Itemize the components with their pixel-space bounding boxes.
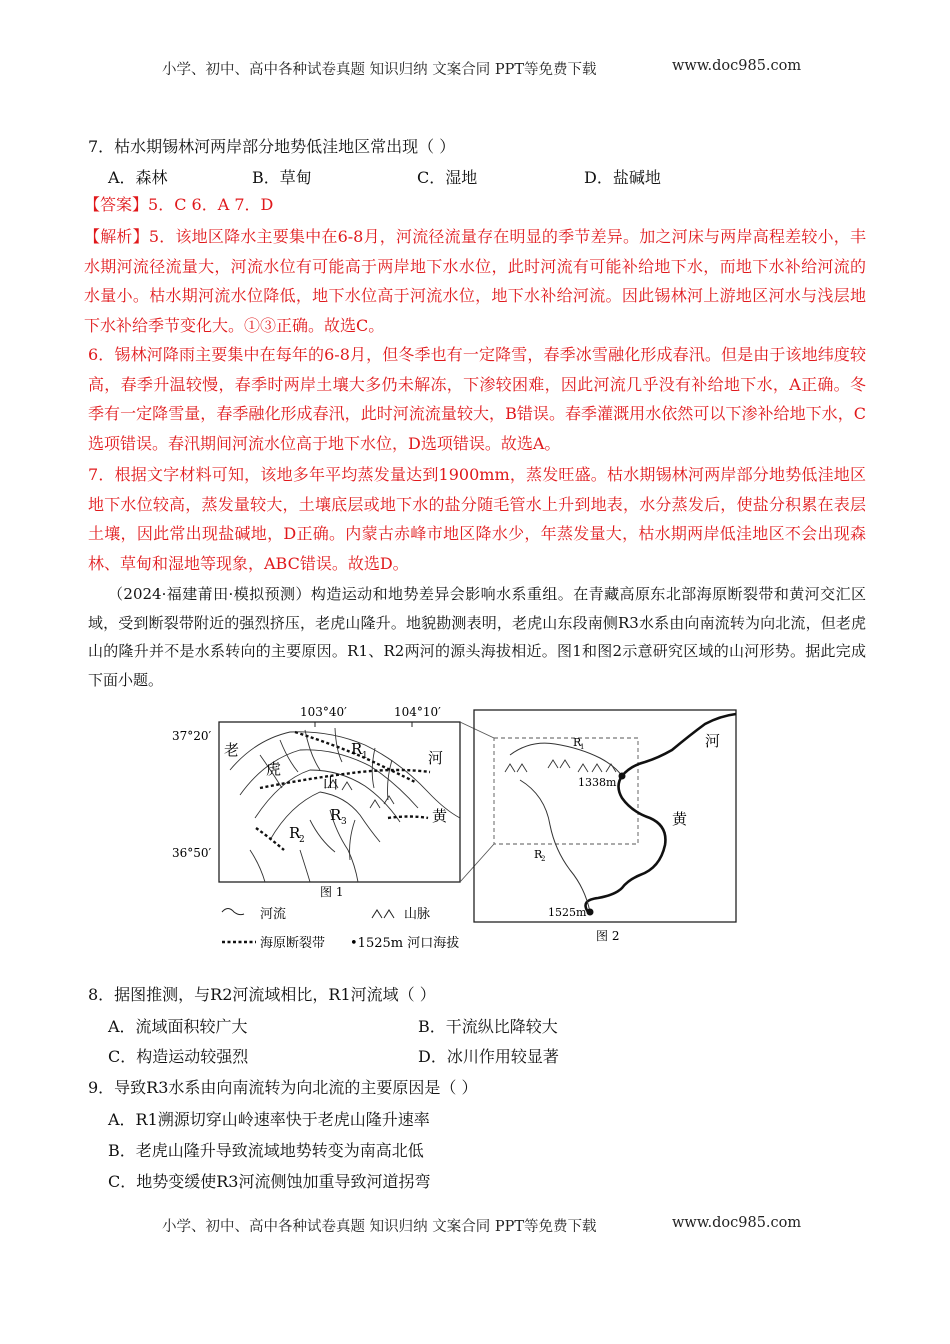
material-paragraph: （2024·福建莆田·模拟预测）构造运动和地势差异会影响水系重组。在青藏高原东北部海原断裂带和黄河交汇区域，受到断裂带附近的强烈挤压，老虎山隆升。地貌勘测表明，老虎山东段南侧R3水系由向南流转为向北流，但老虎山的隆升并不是水系转向的主要原因。R1、R2两河的源头海拔相近。图1和图2示意研究区域的山河形势。据此完成下面小题。 [88, 585, 866, 689]
legend-river-icon [222, 909, 244, 915]
answer-text: 5．C 6．A 7．D [148, 195, 274, 214]
fig1-r3-sub: 3 [341, 817, 347, 827]
q8-option-d: D．冰川作用较显著 [418, 1047, 559, 1066]
fig1-char-huang: 黄 [432, 807, 448, 825]
fig1-lat1: 37°20′ [172, 729, 212, 743]
analysis-p5 [84, 222, 866, 340]
analysis-p7: 7．根据文字材料可知，该地多年平均蒸发量达到1900mm，蒸发旺盛。枯水期锡林河两岸部分地势低洼地区地下水位较高，蒸发量较大，土壤底层或地下水的盐分随毛管水上升到地表，水分蒸发后，使盐分积累在表层土壤，因此常出现盐碱地，D正确。内蒙古赤峰市地区降水少，年蒸发量大，枯水期两岸低洼地区不会出现森林、草甸和湿地等现象，ABC错误。故选D。 [88, 465, 866, 573]
q8-option-a: A．流域面积较广大 [108, 1017, 248, 1036]
q9-option-b: B．老虎山隆升导致流域地势转变为南高北低 [108, 1141, 424, 1160]
q7-option-b: B．草甸 [252, 168, 312, 187]
fig2-elev-1525: 1525m [548, 906, 587, 919]
q8-stem: 8．据图推测，与R2河流域相比，R1河流域（ ） [88, 985, 436, 1004]
q9-option-c: C．地势变缓使R3河流侧蚀加重导致河道拐弯 [108, 1172, 431, 1191]
fig2-point-1338 [619, 773, 626, 780]
fig2-frame [474, 710, 736, 922]
q9-option-a: A．R1溯源切穿山岭速率快于老虎山隆升速率 [108, 1110, 430, 1129]
fig2-mountains [505, 760, 616, 772]
q7-option-a: A．森林 [108, 168, 168, 187]
q8-option-b: B．干流纵比降较大 [418, 1017, 558, 1036]
analysis-p5-text: 5．该地区降水主要集中在6-8月，河流径流量存在明显的季节差异。加之河床与两岸高程差较小，丰水期河流径流量大，河流水位有可能高于两岸地下水水位，此时河流有可能补给地下水，而地下水补给河流的水量小。枯水期河流水位降低，地下水位高于河流水位，地下水补给河流。因此锡林河上游地区河水与浅层地下水补给季节变化大。①③正确。故选C。 [84, 227, 866, 335]
footer-left-text: 小学、初中、高中各种试卷真题 知识归纳 文案合同 PPT等免费下载 [162, 1219, 597, 1235]
fig1-r2-sub: 2 [299, 835, 305, 845]
fig1-lon2: 104°10′ [394, 705, 441, 719]
fig2-r1-sub: 1 [580, 743, 585, 751]
legend-fault: 海原断裂带 [260, 936, 326, 951]
footer-url[interactable]: www.doc985.com [672, 1215, 802, 1231]
analysis-label: 【解析】 [84, 227, 149, 246]
fig1-rivers [230, 728, 460, 882]
q7-stem: 7．枯水期锡林河两岸部分地势低洼地区常出现（ ） [88, 137, 456, 156]
header-url[interactable]: www.doc985.com [672, 58, 802, 74]
fig1-faults [256, 732, 430, 850]
fig1-r1-sub: 1 [362, 751, 368, 761]
fig2-caption: 图 2 [596, 929, 620, 943]
fig1-r2: R [289, 824, 301, 842]
fig2-r1-label: R [573, 736, 582, 749]
legend-mountain: 山脉 [404, 907, 431, 922]
fig2-char-huang: 黄 [672, 810, 688, 828]
fig2-point-1525 [587, 909, 594, 916]
legend-elev: •1525m 河口海拔 [350, 936, 460, 951]
fig2-char-he: 河 [705, 732, 721, 750]
fig1-lon1: 103°40′ [300, 705, 347, 719]
fig1-r3: R [330, 806, 342, 824]
legend-mountain-icon [372, 910, 394, 918]
q8-option-c: C．构造运动较强烈 [108, 1047, 249, 1066]
fig2-r2-sub: 2 [541, 855, 546, 863]
fig1-char-shan: 山 [323, 774, 339, 792]
fig1-char-hu: 虎 [266, 760, 282, 778]
fig1-r1: R [351, 740, 363, 758]
fig2-elev-1338: 1338m [578, 776, 617, 789]
q7-option-c: C．湿地 [417, 168, 478, 187]
fig1-char-he: 河 [428, 749, 444, 767]
zoom-line-top [460, 722, 494, 738]
fig1-char-lao: 老 [224, 741, 240, 759]
q9-stem: 9．导致R3水系由向南流转为向北流的主要原因是（ ） [88, 1078, 478, 1097]
answer-label: 【答案】 [84, 195, 149, 214]
fig1-caption: 图 1 [320, 885, 344, 899]
answer-line [84, 190, 273, 220]
legend-river: 河流 [260, 907, 287, 922]
analysis-p6: 6．锡林河降雨主要集中在每年的6-8月，但冬季也有一定降雪，春季冰雪融化形成春汛。但是由于该地纬度较高，春季升温较慢，春季时两岸土壤大多仍未解冻，下渗较困难，因此河流几乎没有补给地下水，A正确。冬季有一定降雪量，春季融化形成春汛，此时河流流量较大，B错误。春季灌溉用水依然可以下渗补给地下水，C选项错误。春汛期间河流水位高于地下水位，D选项错误。故选A。 [88, 345, 866, 453]
fig2-r2 [520, 780, 590, 912]
fig1-lat2: 36°50′ [172, 846, 212, 860]
fig2-r2-label: R [534, 848, 543, 861]
header-left-text: 小学、初中、高中各种试卷真题 知识归纳 文案合同 PPT等免费下载 [162, 62, 597, 78]
zoom-line-bottom [460, 844, 494, 882]
figure-maps [160, 700, 840, 962]
fig2-inset [494, 738, 638, 844]
q7-option-d: D．盐碱地 [584, 168, 661, 187]
